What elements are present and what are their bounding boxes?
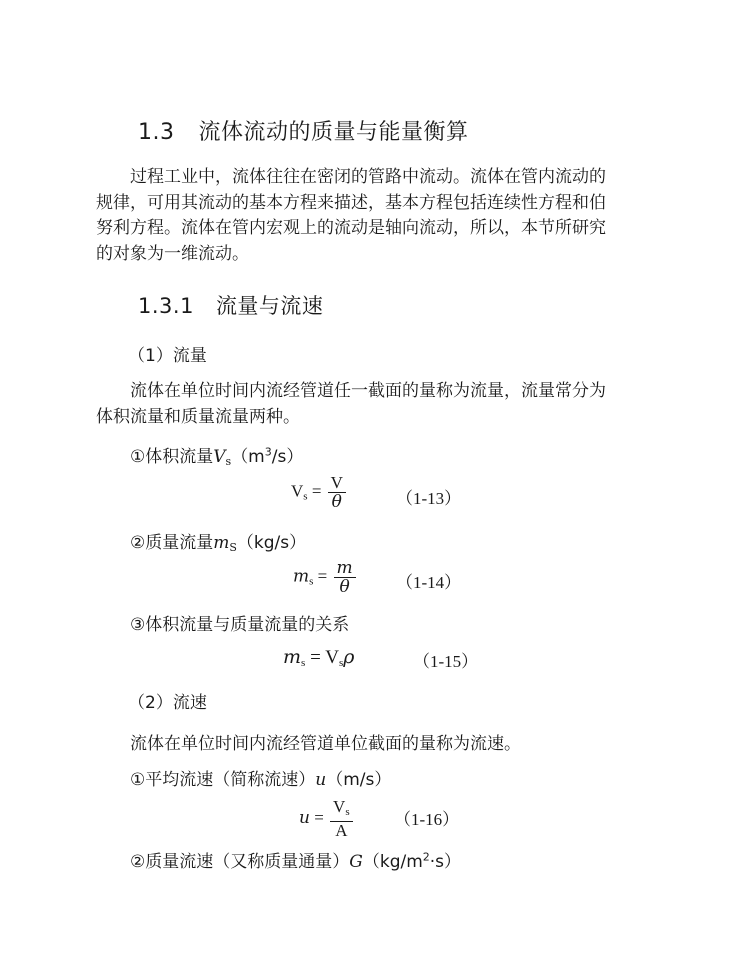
average-velocity-item (130, 765, 391, 790)
eq13-numerator: V (328, 474, 346, 493)
flow-rate-def-line-1: 流体在单位时间内流经管道任一截面的量称为流量，流量常分为 (130, 381, 606, 401)
eq13-lhs-sub: s (303, 490, 308, 503)
velocity-definition: 流体在单位时间内流经管道单位截面的量称为流速。 (130, 734, 521, 754)
average-velocity-label: ①平均流速（简称流速） (130, 770, 316, 790)
mass-velocity-item (130, 847, 461, 872)
equation-number-1-15: （1-15） (413, 652, 479, 671)
eq16-lhs: u (299, 807, 310, 828)
eq16-equals: = (314, 807, 324, 827)
mass-flow-item (130, 528, 306, 554)
eq16-numerator-sub: s (345, 806, 350, 818)
volume-flow-unit-open: （m (231, 447, 265, 467)
mass-velocity-unit-sup: 2 (422, 850, 430, 864)
subsection-title: 流量与流速 (215, 294, 324, 318)
eq14-numerator: m (334, 559, 356, 578)
mass-velocity-label: ②质量流速（又称质量通量） (130, 852, 350, 872)
flow-rate-def-line-2: 体积流量和质量流量两种。 (96, 406, 300, 427)
equation-1-15 (283, 646, 354, 669)
section-title: 流体流动的质量与能量衡算 (198, 120, 469, 145)
equation-number-1-13: （1-13） (396, 489, 462, 508)
mass-flow-subscript: S (229, 541, 237, 554)
flow-rate-heading: （1）流量 (128, 346, 207, 366)
equation-number-1-16: （1-16） (394, 810, 460, 829)
intro-line-1: 过程工业中，流体往往在密闭的管路中流动。流体在管内流动的 (130, 167, 606, 187)
eq14-lhs: m (293, 566, 310, 587)
eq16-fraction (330, 798, 353, 840)
volume-flow-symbol: V (213, 447, 226, 467)
velocity-heading: （2）流速 (128, 693, 207, 713)
equation-1-16 (299, 798, 355, 840)
relation-item: ③体积流量与质量流量的关系 (130, 615, 350, 635)
equation-1-13 (291, 474, 348, 511)
volume-flow-subscript: s (225, 455, 232, 468)
intro-line-2: 规律，可用其流动的基本方程来描述，基本方程包括连续性方程和伯 (96, 192, 606, 213)
intro-paragraph (96, 165, 606, 267)
mass-velocity-symbol: G (349, 852, 363, 872)
eq14-equals: = (317, 566, 328, 586)
average-velocity-symbol: u (315, 770, 327, 790)
volume-flow-unit-sup: 3 (264, 445, 272, 459)
eq15-rho: ρ (343, 646, 355, 668)
intro-line-4: 的对象为一维流动。 (96, 243, 249, 264)
eq15-lhs-sub: s (301, 657, 306, 669)
eq13-fraction (328, 474, 346, 511)
mass-flow-unit: （kg/s） (236, 533, 307, 553)
eq15-equals: = (310, 647, 321, 668)
section-heading (138, 115, 469, 146)
mass-flow-symbol: m (213, 533, 230, 553)
eq13-denominator: θ (331, 492, 342, 512)
volume-flow-item (130, 442, 303, 468)
eq16-denominator: A (335, 821, 348, 840)
intro-line-3: 努利方程。流体在管内宏观上的流动是轴向流动，所以，本节所研究 (96, 218, 606, 238)
eq14-fraction (334, 559, 356, 596)
subsection-number: 1.3.1 (138, 294, 194, 318)
mass-flow-label: ②质量流量 (130, 533, 214, 553)
average-velocity-unit: （m/s） (326, 770, 392, 790)
eq16-numerator-v: V (333, 797, 346, 816)
eq15-rhs: V (325, 647, 339, 668)
volume-flow-unit-close: /s） (271, 447, 304, 467)
section-number: 1.3 (138, 120, 175, 145)
subsection-heading (138, 290, 323, 320)
mass-velocity-unit-close: ·s） (429, 852, 462, 872)
eq13-equals: = (311, 481, 322, 501)
eq14-denominator: θ (339, 577, 350, 597)
equation-number-1-14: （1-14） (396, 573, 462, 592)
eq15-lhs: m (283, 646, 302, 668)
equation-1-14 (293, 559, 358, 596)
eq16-numerator (330, 798, 353, 822)
mass-velocity-unit-open: （kg/m (362, 852, 423, 872)
volume-flow-label: ①体积流量 (130, 447, 214, 467)
eq15-rhs-sub: s (338, 657, 344, 669)
eq13-lhs: V (291, 481, 304, 501)
flow-rate-definition (96, 379, 606, 430)
eq14-lhs-sub: s (309, 575, 314, 588)
